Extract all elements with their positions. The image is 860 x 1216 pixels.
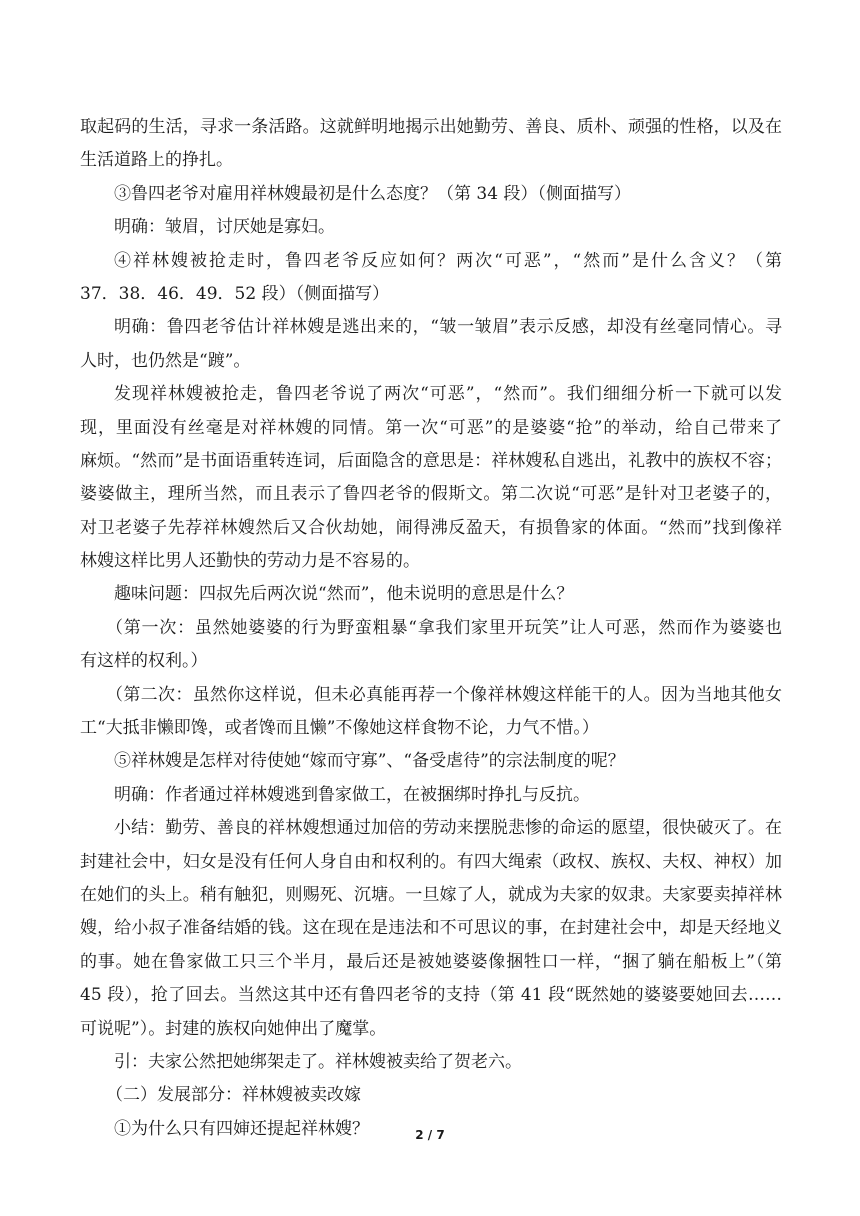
text-line: 在她们的头上。稍有触犯，则赐死、沉塘。一旦嫁了人，就成为夫家的奴隶。夫家要卖掉祥林 bbox=[80, 884, 782, 905]
text-line: 有这样的权利。） bbox=[80, 651, 208, 672]
text-line: 婆婆做主，理所当然，而且表示了鲁四老爷的假斯文。第二次说“可恶”是针对卫老婆子的， bbox=[80, 484, 782, 505]
text-line: 发现祥林嫂被抢走，鲁四老爷说了两次“可恶”，“然而”。我们细细分析一下就可以发 bbox=[114, 384, 782, 405]
text-line: ①为什么只有四婶还提起祥林嫂？ bbox=[114, 1118, 369, 1139]
text-line: 生活道路上的挣扎。 bbox=[80, 150, 233, 171]
text-line: 的事。她在鲁家做工只三个半月，最后还是被她婆婆像捆牲口一样，“捆了躺在船板上”（第 bbox=[80, 951, 782, 972]
text-line: ⑤祥林嫂是怎样对待使她“嫁而守寡”、“备受虐待”的宗法制度的呢？ bbox=[114, 751, 625, 772]
text-line: 取起码的生活，寻求一条活路。这就鲜明地揭示出她勤劳、善良、质朴、顽强的性格，以及在 bbox=[80, 117, 782, 137]
text-line: 麻烦。“然而”是书面语重转连词，后面隐含的意思是：祥林嫂私自逃出，礼教中的族权不容； bbox=[80, 450, 782, 471]
text-line: 封建社会中，妇女是没有任何人身自由和权利的。有四大绳索（政权、族权、夫权、神权）加 bbox=[80, 851, 782, 872]
text-line: （第一次：虽然她婆婆的行为野蛮粗暴“拿我们家里开玩笑”让人可恶，然而作为婆婆也 bbox=[106, 617, 782, 638]
text-line: 小结：勤劳、善良的祥林嫂想通过加倍的劳动来摆脱悲惨的命运的愿望，很快破灭了。在 bbox=[114, 818, 782, 839]
text-line: 明确：鲁四老爷估计祥林嫂是逃出来的，“皱一皱眉”表示反感，却没有丝毫同情心。寻 bbox=[114, 317, 782, 338]
page-number: 2 / 7 bbox=[415, 1128, 445, 1142]
text-line: 45 段），抢了回去。当然这其中还有鲁四老爷的支持（第 41 段“既然她的婆婆要她回去…… bbox=[80, 985, 782, 1006]
text-line: ④祥林嫂被抢走时，鲁四老爷反应如何？两次“可恶”，“然而”是什么含义？（第 bbox=[114, 250, 782, 271]
text-line: （第二次：虽然你这样说，但未必真能再荐一个像祥林嫂这样能干的人。因为当地其他女 bbox=[106, 684, 782, 705]
text-line: 趣味问题：四叔先后两次说“然而”，他未说明的意思是什么？ bbox=[114, 584, 574, 605]
text-line: ③鲁四老爷对雇用祥林嫂最初是什么态度？（第 34 段）（侧面描写） bbox=[114, 183, 631, 204]
text-line: 可说呢”）。封建的族权向她伸出了魔掌。 bbox=[80, 1018, 387, 1039]
text-line: 现，里面没有丝毫是对祥林嫂的同情。第一次“可恶”的是婆婆“抢”的举动，给自己带来了 bbox=[80, 417, 782, 438]
text-line: 工“大抵非懒即馋，或者馋而且懒”不像她这样食物不论，力气不惜。） bbox=[80, 718, 599, 739]
text-line: 嫂，给小叔子准备结婚的钱。这在现在是违法和不可思议的事，在封建社会中，却是天经地义 bbox=[80, 918, 782, 939]
text-line: 明确：作者通过祥林嫂逃到鲁家做工，在被捆绑时挣扎与反抗。 bbox=[114, 784, 590, 805]
text-line: （二）发展部分：祥林嫂被卖改嫁 bbox=[106, 1085, 361, 1106]
document-body bbox=[80, 111, 782, 1146]
text-line: 对卫老婆子先荐祥林嫂然后又合伙劫她，闹得沸反盈天，有损鲁家的体面。“然而”找到像祥 bbox=[80, 517, 782, 538]
text-line: 人时，也仍然是“踱”。 bbox=[80, 350, 251, 371]
text-line: 37．38．46．49．52 段）（侧面描写） bbox=[80, 283, 390, 304]
text-line: 引：夫家公然把她绑架走了。祥林嫂被卖给了贺老六。 bbox=[114, 1051, 522, 1072]
text-line: 林嫂这样比男人还勤快的劳动力是不容易的。 bbox=[80, 551, 420, 572]
text-line: 明确：皱眉，讨厌她是寡妇。 bbox=[114, 217, 335, 238]
